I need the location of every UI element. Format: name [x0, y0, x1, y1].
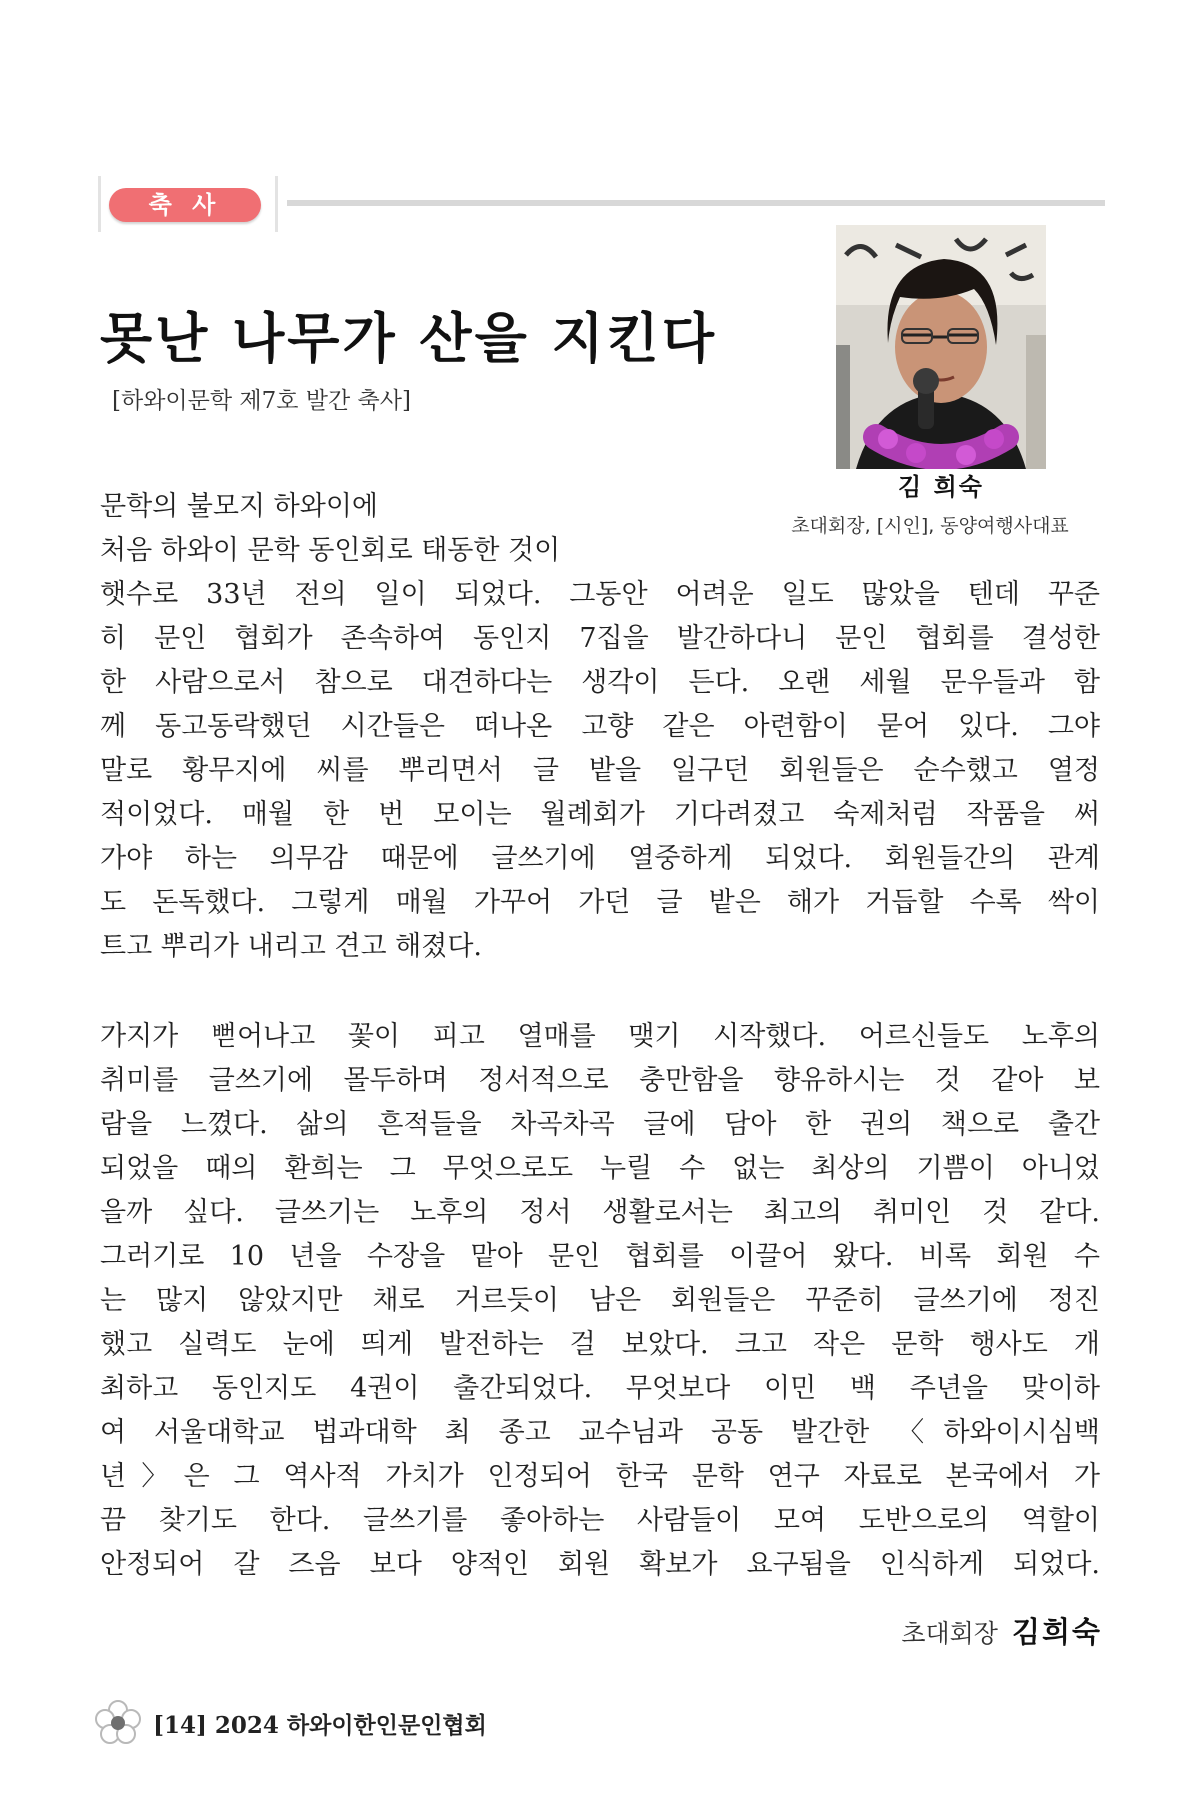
flower-icon — [92, 1700, 144, 1746]
body-line: 히 문인 협회가 존속하여 동인지 7집을 발간하다니 문인 협회를 결성한 — [100, 623, 1100, 654]
body-line: 되었을 때의 환희는 그 무엇으로도 누릴 수 없는 최상의 기쁨이 아니었 — [100, 1153, 1100, 1184]
body-line: 문학의 불모지 하와이에 — [100, 491, 378, 522]
body-line: 께 동고동락했던 시간들은 떠나온 고향 같은 아련함이 묻어 있다. 그야 — [100, 711, 1100, 742]
signature-role: 초대회장 — [901, 1619, 998, 1648]
author-role: 초대회장, [시인], 동양여행사대표 — [791, 515, 1069, 537]
body-line: 햇수로 33년 전의 일이 되었다. 그동안 어려운 일도 많았을 텐데 꾸준 — [100, 579, 1100, 610]
page-footer — [92, 1700, 487, 1746]
header-divider — [287, 200, 1105, 206]
body-line: 는 많지 않았지만 채로 거르듯이 남은 회원들은 꾸준히 글쓰기에 정진 — [100, 1285, 1100, 1316]
body-line: 년〉은 그 역사적 가치가 인정되어 한국 문학 연구 자료로 본국에서 가 — [100, 1461, 1100, 1492]
body-line: 람을 느꼈다. 삶의 흔적들을 차곡차곡 글에 담아 한 권의 책으로 출간 — [100, 1109, 1100, 1140]
body-line: 을까 싶다. 글쓰기는 노후의 정서 생활로서는 최고의 취미인 것 같다. — [100, 1197, 1100, 1228]
body-line: 한 사람으로서 참으로 대견하다는 생각이 든다. 오랜 세월 문우들과 함 — [100, 667, 1100, 698]
body-line: 안정되어 갈 즈음 보다 양적인 회원 확보가 요구됨을 인식하게 되었다. — [100, 1549, 1100, 1580]
body-line: 가야 하는 의무감 때문에 글쓰기에 열중하게 되었다. 회원들간의 관계 — [100, 843, 1100, 874]
body-line: 적이었다. 매월 한 번 모이는 월례회가 기다려졌고 숙제처럼 작품을 써 — [100, 799, 1100, 830]
body-line: 취미를 글쓰기에 몰두하며 정서적으로 충만함을 향유하시는 것 같아 보 — [100, 1065, 1100, 1096]
body-line: 그러기로 10 년을 수장을 맡아 문인 협회를 이끌어 왔다. 비록 회원 수 — [100, 1241, 1100, 1272]
body-line: 말로 황무지에 씨를 뿌리면서 글 밭을 일구던 회원들은 순수했고 열정 — [100, 755, 1100, 786]
author-photo — [836, 225, 1046, 469]
body-line: 처음 하와이 문학 동인회로 태동한 것이 — [100, 535, 561, 566]
body-line: 도 돈독했다. 그렇게 매월 가꾸어 가던 글 밭은 해가 거듭할 수록 싹이 — [100, 887, 1100, 918]
article-title: 못난 나무가 산을 지킨다 — [100, 307, 718, 370]
section-tab-frame — [98, 176, 278, 232]
body-line: 했고 실력도 눈에 띄게 발전하는 걸 보았다. 크고 작은 문학 행사도 개 — [100, 1329, 1100, 1360]
body-line: 최하고 동인지도 4권이 출간되었다. 무엇보다 이민 백 주년을 맞이하 — [100, 1373, 1100, 1404]
author-name: 김 희숙 — [898, 473, 984, 501]
section-label-badge: 축 사 — [109, 188, 261, 222]
signature-name: 김희숙 — [1011, 1615, 1102, 1649]
body-line: 트고 뿌리가 내리고 견고 해졌다. — [100, 931, 482, 962]
footer-page-label: [14] 2024 하와이한인문인협회 — [153, 1711, 487, 1739]
body-line: 여 서울대학교 법과대학 최 종고 교수님과 공동 발간한 〈하와이시심백 — [100, 1417, 1100, 1448]
signature — [901, 1610, 1102, 1656]
article-subtitle: [하와이문학 제7호 발간 축사] — [112, 388, 411, 414]
body-line: 끔 찾기도 한다. 글쓰기를 좋아하는 사람들이 모여 도반으로의 역할이 — [100, 1505, 1100, 1536]
body-line: 가지가 뻗어나고 꽃이 피고 열매를 맺기 시작했다. 어르신들도 노후의 — [100, 1021, 1100, 1052]
